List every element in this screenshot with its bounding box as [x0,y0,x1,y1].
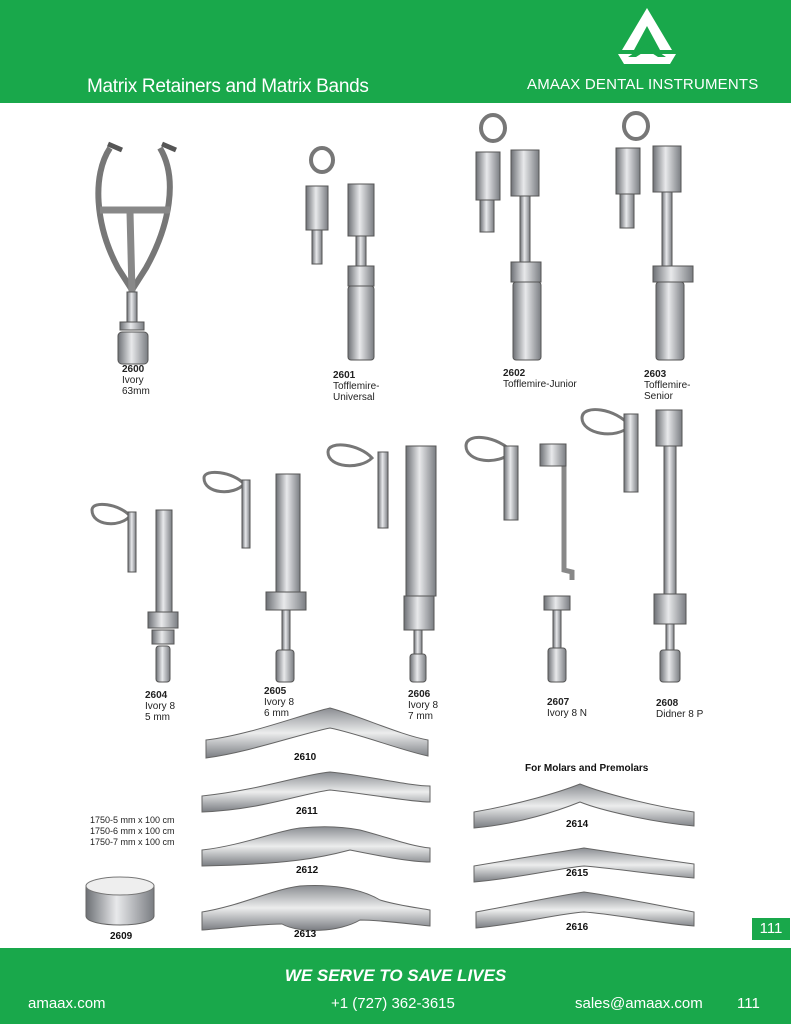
product-code: 2603 [644,369,667,380]
product-name: Tofflemire-Junior [503,379,577,390]
instrument-2608-image [582,410,686,682]
product-2607-label [547,697,587,719]
product-code: 2607 [547,697,570,708]
product-code: 2602 [503,368,526,379]
product-name: Ivory 8 [264,697,295,708]
band-code-2612: 2612 [296,865,319,876]
band-code-2614: 2614 [566,819,589,830]
product-code: 2600 [122,364,145,375]
band-2609-image [86,877,154,925]
page-number-badge: 111 [752,918,790,940]
instrument-2606-image [328,445,436,682]
product-2602-label [503,368,577,390]
product-name: Ivory [122,375,144,386]
instrument-2602-image [476,115,541,360]
product-name: Didner 8 P [656,709,704,720]
band-2613-image [202,886,430,931]
product-size: 6 mm [264,708,289,719]
product-name: Ivory 8 N [547,708,588,719]
instrument-2600-image [98,144,176,364]
product-name: Ivory 8 [408,700,439,711]
product-name: Tofflemire- [333,381,380,392]
product-size: 7 mm [408,711,433,722]
product-code: 2606 [408,689,431,700]
product-2603-label [644,369,691,402]
product-2608-label [656,698,703,720]
band-code-2610: 2610 [294,752,317,763]
product-2604-label [145,690,175,723]
bands-note: For Molars and Premolars [525,763,649,774]
footer-page-number: 111 [737,995,760,1012]
instrument-2601-image [306,148,374,360]
product-code: 2608 [656,698,679,709]
product-size: 63mm [122,386,150,397]
brand-name: AMAAX DENTAL INSTRUMENTS [527,76,759,93]
product-size: Senior [644,391,673,402]
product-2600-label [122,364,150,397]
band-code-2615: 2615 [566,868,589,879]
page-title: Matrix Retainers and Matrix Bands [87,76,369,97]
footer-slogan: WE SERVE TO SAVE LIVES [284,966,507,985]
spec-line: 1750-7 mm x 100 cm [90,837,175,847]
product-2601-label [333,370,380,403]
band-code-2613: 2613 [294,929,317,940]
band-code-2616: 2616 [566,922,589,933]
product-code: 2605 [264,686,287,697]
footer-website-link[interactable]: amaax.com [28,995,106,1012]
instrument-2603-image [616,113,693,360]
instrument-2604-image [92,504,178,682]
product-code: 2604 [145,690,168,701]
product-code: 2601 [333,370,356,381]
product-2605-label [264,686,294,719]
product-size: Universal [333,392,375,403]
footer-phone[interactable]: +1 (727) 362-3615 [331,995,455,1012]
instrument-2605-image [204,472,306,682]
band-code-2611: 2611 [296,806,318,817]
band-code-2609: 2609 [110,931,133,942]
footer-email-link[interactable]: sales@amaax.com [575,995,703,1012]
product-name: Ivory 8 [145,701,176,712]
footer-bar [0,948,791,1024]
instrument-2607-image [466,437,572,682]
band-2610-image [206,708,428,758]
band-specs [90,815,175,848]
product-2606-label [408,689,438,722]
spec-line: 1750-5 mm x 100 cm [90,815,175,825]
band-2612-image [202,827,430,866]
spec-line: 1750-6 mm x 100 cm [90,826,175,836]
product-size: 5 mm [145,712,170,723]
product-name: Tofflemire- [644,380,691,391]
